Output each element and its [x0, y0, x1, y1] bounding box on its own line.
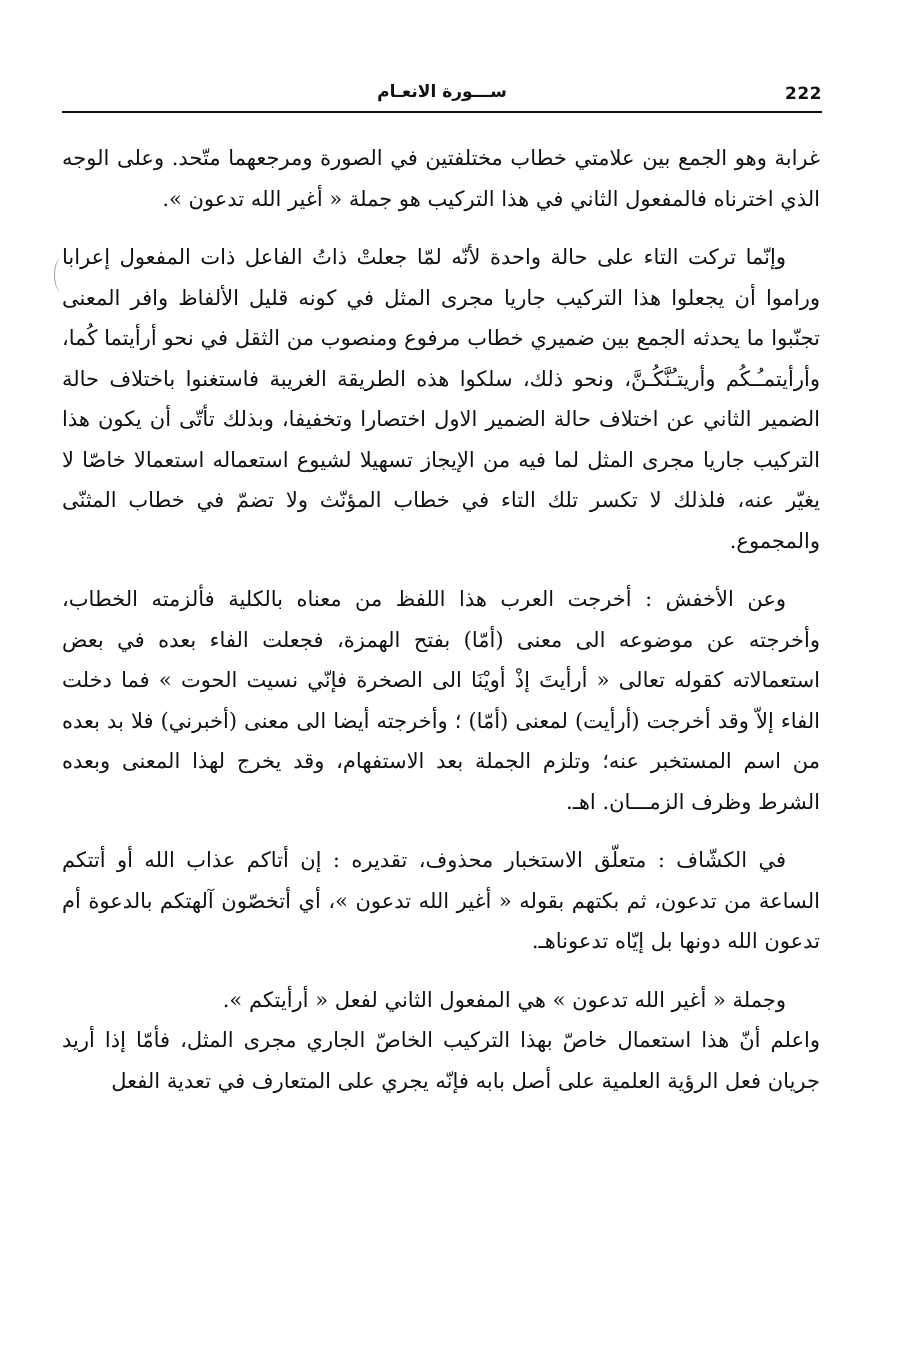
paragraph-continuation: غرابة وهو الجمع بين علامتي خطاب مختلفتين في الصورة ومرجعهما متّحد. وعلى الوجه الذي اخترناه فالمفعول الثاني في هذا التركيب هو جملة « أغير الله تدعون ». [62, 146, 820, 211]
body-text [62, 138, 820, 1101]
running-title: ســـورة الانعـام [377, 82, 507, 102]
paragraph: واعلم أنّ هذا استعمال خاصّ بهذا التركيب الخاصّ الجاري مجرى المثل، فأمّا إذا أريد جريان فعل الرؤية العلمية على أصل بابه فإنّه يجري على المتعارف في تعدية الفعل [62, 1028, 820, 1093]
paragraph: وجملة « أغير الله تدعون » هي المفعول الثاني لفعل « أرأيتكم ». [222, 987, 786, 1012]
paragraph: في الكشّاف : متعلّق الاستخبار محذوف، تقديره : إن أتاكم عذاب الله أو أتتكم الساعة من تدعون، ثم بكتهم بقوله « أغير الله تدعون »، أي أتخصّون آلهتكم بالدعوة أم تدعون الله دونها بل إيّاه تدعوناهـ. [62, 848, 820, 953]
paragraph: وإنّما تركت التاء على حالة واحدة لأنّه لمّا جعلتْ ذاتُ الفاعل ذات المفعول إعرابا وراموا أن يجعلوا هذا التركيب جاريا مجرى المثل في كونه قليل الألفاظ وافر المعنى تجنّبوا ما يحدثه الجمع بين ضميري خطاب مرفوع ومنصوب من الثقل في نحو أرأيتما كُما، وأرأيتمـُـكُم وأريتـُنَّكُـنَّ، ونحو ذلك، سلكوا هذه الطريقة الغريبة فاستغنوا باختلاف حالة الضمير الثاني عن اختلاف حالة الضمير الاول اختصارا وتخفيفا، وبذلك تأتّى أن يكون هذا التركيب جاريا مجرى المثل لما فيه من الإيجاز تسهيلا لشيوع استعماله استعمالا خاصّا لا يغيّر عنه، فلذلك لا تكسر تلك التاء في خطاب المؤنّث ولا تضمّ في خطاب المثنّى والمجموع. [62, 245, 820, 553]
page-header [62, 82, 822, 110]
paragraph: وعن الأخفش : أخرجت العرب هذا اللفظ من معناه بالكلية فألزمته الخطاب، وأخرجته عن موضوعه الى معنى (أمّا) بفتح الهمزة، فجعلت الفاء بعده في بعض استعمالاته كقوله تعالى « أرأيتَ إذْ أويْنَا الى الصخرة فإنّي نسيت الحوت » فما دخلت الفاء إلاّ وقد أخرجت (أرأيت) لمعنى (أمّا) ؛ وأخرجته أيضا الى معنى (أخبرني) فلا بد بعده من اسم المستخبر عنه؛ وتلزم الجملة بعد الاستفهام، وقد يخرج لهذا المعنى وبعده الشرط وظرف الزمـــان. اهـ. [62, 587, 820, 814]
header-divider [62, 111, 822, 113]
page-number: 222 [785, 84, 822, 104]
